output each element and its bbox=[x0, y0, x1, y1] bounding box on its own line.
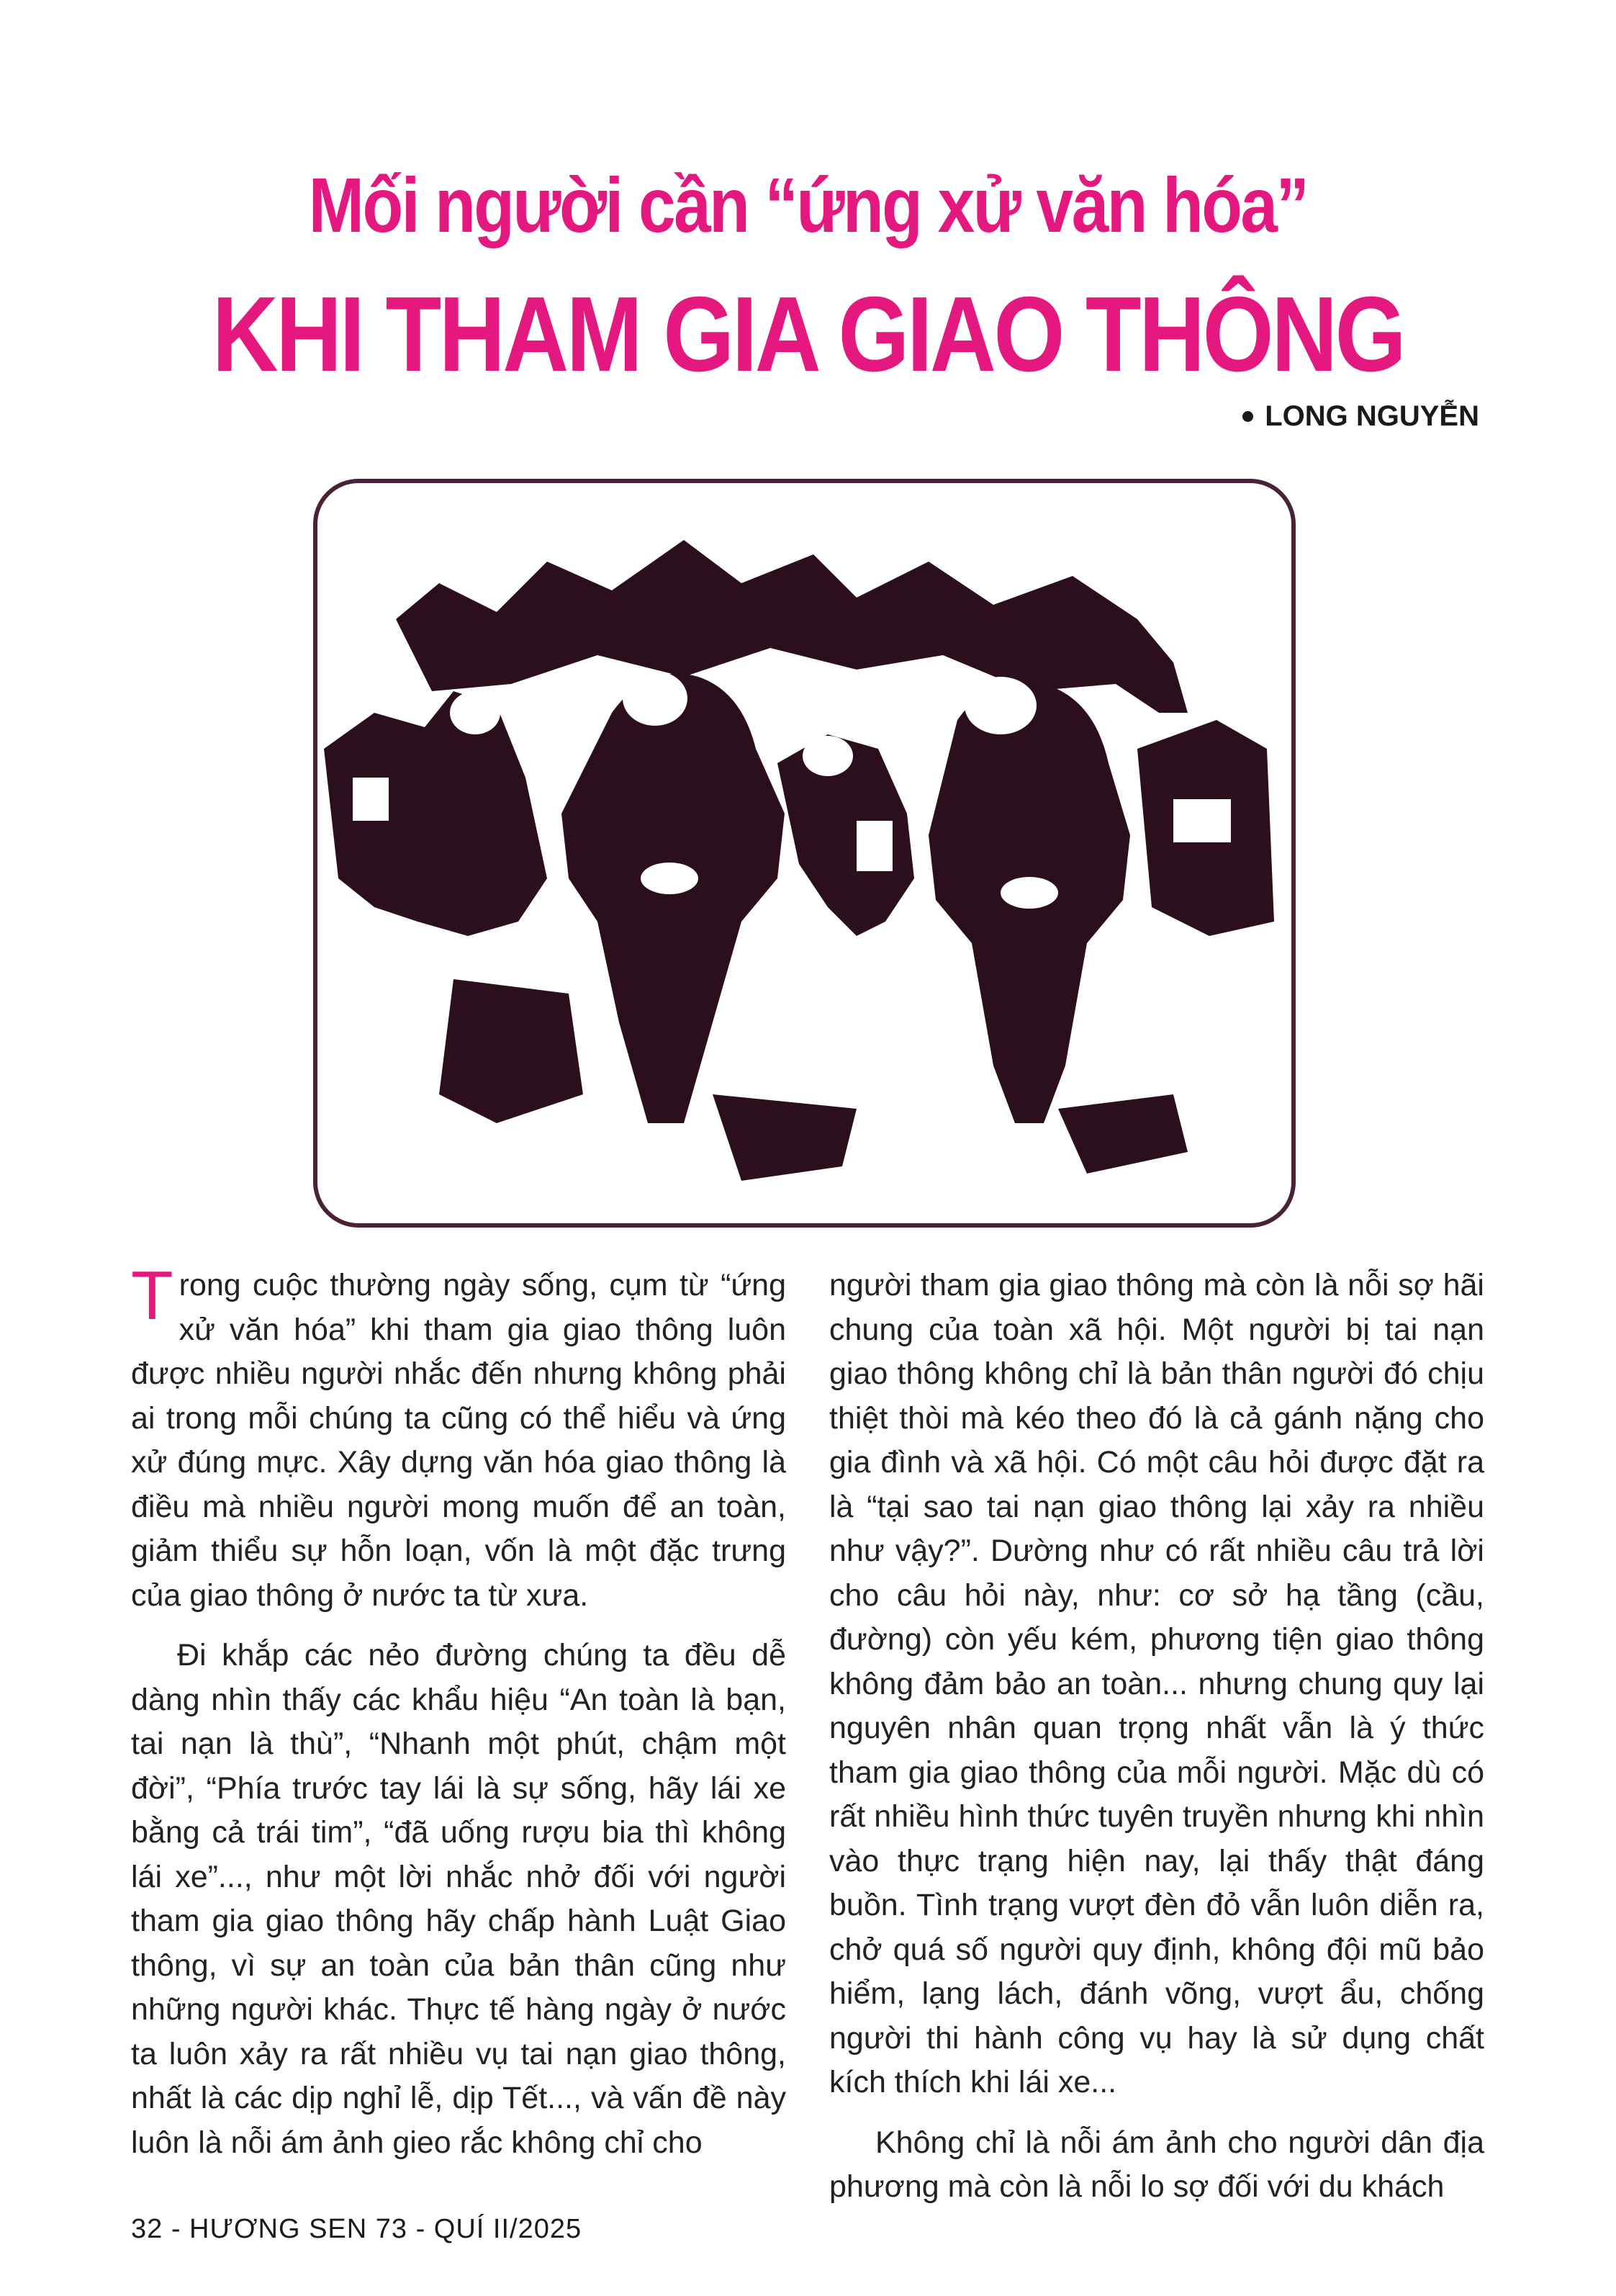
paragraph-3: người tham gia giao thông mà còn là nỗi sợ hãi chung của toàn xã hội. Một người bị tai nạn giao thông không chỉ là bản thân người đó chịu thiệt thòi mà kéo theo đó là cả gánh nặng cho gia đình và xã hội. Có một câu hỏi được đặt ra là “tại sao tai nạn giao thông lại xảy ra nhiều như vậy?”. Dường như có rất nhiều câu trả lời cho câu hỏi này, như: cơ sở hạ tầng (cầu, đường) còn yếu kém, phương tiện giao thông không đảm bảo an toàn... nhưng chung quy lại nguyên nhân quan trọng nhất vẫn là ý thức tham gia giao thông của mỗi người. Mặc dù có rất nhiều hình thức tuyên truyền nhưng khi nhìn vào thực trạng hiện nay, lại thấy thật đáng buồn. Tình trạng vượt đèn đỏ vẫn luôn diễn ra, chở quá số người quy định, không đội mũ bảo hiểm, lạng lách, đánh võng, vượt ẩu, chống người thi hành công vụ hay là sử dụng chất kích thích khi lái xe... bbox=[829, 1268, 1484, 2099]
article-column-right bbox=[829, 1264, 1484, 2210]
paragraph-4: Không chỉ là nỗi ám ảnh cho người dân địa phương mà còn là nỗi lo sợ đối với du khách bbox=[829, 2125, 1484, 2204]
page-footer: 32 - HƯƠNG SEN 73 - QUÍ II/2025 bbox=[131, 2214, 582, 2244]
author-byline bbox=[1242, 400, 1479, 433]
motorbike-traffic-image bbox=[310, 475, 1299, 1231]
paragraph-1 bbox=[131, 1257, 786, 1618]
traffic-illustration bbox=[310, 475, 1299, 1231]
article-title-line1: Mối người cần “ứng xử văn hóa” bbox=[308, 161, 1308, 248]
dropcap-letter: T bbox=[131, 1257, 173, 1334]
article-title-line2: KHI THAM GIA GIAO THÔNG bbox=[212, 275, 1404, 394]
bullet-icon bbox=[1242, 411, 1253, 422]
article-column-left bbox=[131, 1257, 786, 2165]
paragraph-1-text: rong cuộc thường ngày sống, cụm từ “ứng xử văn hóa” khi tham gia giao thông luôn được nhiều người nhắc đến nhưng không phải ai trong mỗi chúng ta cũng có thể hiểu và ứng xử đúng mực. Xây dựng văn hóa giao thông là điều mà nhiều người mong muốn để an toàn, giảm thiểu sự hỗn loạn, vốn là một đặc trưng của giao thông ở nước ta từ xưa. bbox=[131, 1268, 786, 1613]
paragraph-2: Đi khắp các nẻo đường chúng ta đều dễ dàng nhìn thấy các khẩu hiệu “An toàn là bạn, tai nạn là thù”, “Nhanh một phút, chậm một đời”, “Phía trước tay lái là sự sống, hãy lái xe bằng cả trái tim”, “đã uống rượu bia thì không lái xe”..., như một lời nhắc nhở đối với người tham gia giao thông hãy chấp hành Luật Giao thông, vì sự an toàn của bản thân cũng như những người khác. Thực tế hàng ngày ở nước ta luôn xảy ra rất nhiều vụ tai nạn giao thông, nhất là các dịp nghỉ lễ, dịp Tết..., và vấn đề này luôn là nỗi ám ảnh gieo rắc không chỉ cho bbox=[131, 1638, 786, 2160]
author-name: LONG NGUYỄN bbox=[1265, 400, 1479, 432]
